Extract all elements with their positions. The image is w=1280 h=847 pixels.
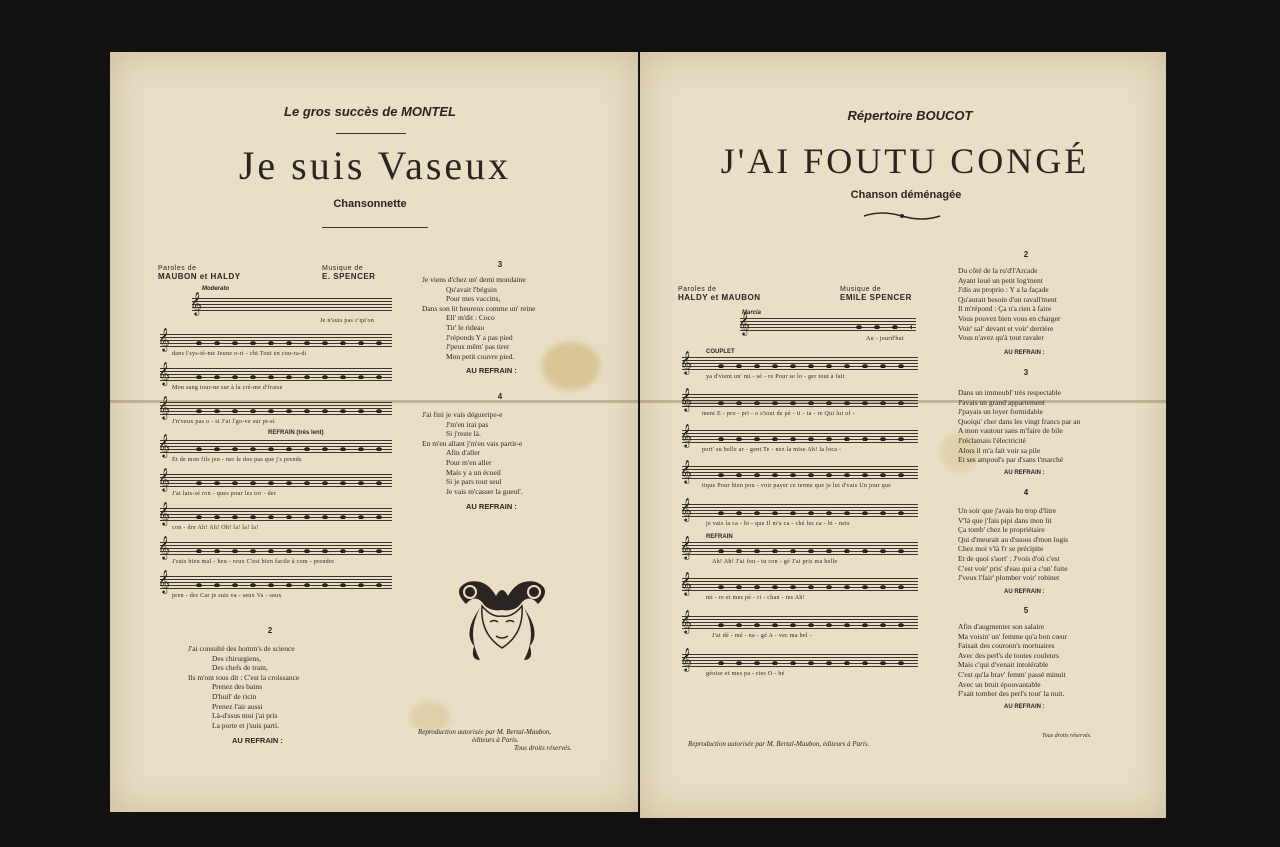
music-staff <box>682 430 918 444</box>
composer-credit: Musique de EMILE SPENCER <box>840 286 912 302</box>
music-lyric: je vais la ca - bi - que Il m'a ca - ché les ca - bi - nets <box>706 521 850 527</box>
verse-number: 2 <box>1023 250 1029 259</box>
lyricist-credit: Paroles de HALDY et MAUBON <box>678 286 761 302</box>
verse-4: Un soir que j'avais bu trop d'litre V'là que j'fais pipi dans mon lit Ça tomb' chez le propriétaire Qui d'meurait au d'ssous d'mon logis Chez moi v'là l'r se précipite Et de quoi s'sort' : J'vois d'où c'est C'est voir' pris' d'eau qui a c'un' fuite J'veux l'fair' plomber voir' robinet <box>958 506 1069 583</box>
left-footer: Reproduction autorisée par M. Bertal-Maubon, éditeurs à Paris. Tous droits réservés. <box>418 728 572 752</box>
music-staff <box>682 394 918 408</box>
music-lyric: ya d'vient un' mi - sè - re Pour se lo - ger tout à fait <box>706 374 845 380</box>
music-staff <box>160 334 392 348</box>
music-staff <box>160 440 392 454</box>
refrain-marking: REFRAIN (très lent) <box>268 430 324 436</box>
au-refrain-label: AU REFRAIN : <box>466 366 517 375</box>
music-staff <box>160 576 392 590</box>
verse-2: J'ai consulté des homm's de science Des chirurgiens, Des chefs de train, Ils m'ont tous dit : C'est la croissance Prenez des bains D'huil' de ricin Prenez l'air aussi Là-d'ssus moi j'ai pris La porte et j'suis parti. <box>188 644 300 730</box>
music-lyric: Mon sang tour-ne sur à la crè-me d'fraise <box>172 385 283 391</box>
ornament-divider <box>862 210 942 222</box>
music-staff <box>160 508 392 522</box>
verse-number: 5 <box>1023 606 1029 615</box>
music-staff <box>192 298 392 312</box>
verse-number: 3 <box>1023 368 1029 377</box>
composer-credit: Musique de E. SPENCER <box>322 265 376 281</box>
music-staff <box>682 616 918 630</box>
music-lyric: J'n'veux pas o - si J'ai l'go-ve sur pi-si <box>172 419 275 425</box>
music-staff <box>160 368 392 382</box>
music-lyric: Je n'suis pas c'qu'on <box>320 318 375 324</box>
verse-number: 3 <box>497 260 503 269</box>
right-song-title: J'AI FOUTU CONGÉ <box>720 141 1090 181</box>
music-staff <box>682 542 918 556</box>
music-lyric: J'suis bien mal - heu - reux C'est bien facile à com - prendre <box>172 559 335 565</box>
music-lyric: J'ai dé - mé - na - gé A - vec ma bel - <box>712 633 812 639</box>
right-song-sheet <box>640 52 1166 818</box>
right-header: Répertoire BOUCOT <box>847 108 973 123</box>
tempo-marking: Marcia <box>742 310 762 316</box>
music-lyric: Et de mon fils jeu - ner le dos pas que j's prends <box>172 457 302 463</box>
verse-3: Je viens d'chez un' demi mondaine Qu'avait l'béguin Pour mes vaccins, Dans son lit heureux comme un' reine Ell' m'dit : Coco Tir' le rideau J'réponds Y a pas pied J'peux mêm' pas tirer Mon petit couvre pied. <box>422 275 536 361</box>
verse-number: 2 <box>267 626 273 635</box>
music-staff <box>682 654 918 668</box>
music-lyric: pren - dre Car je suis va - seux Va - seux <box>172 593 282 599</box>
au-refrain-label: AU REFRAIN : <box>232 736 283 745</box>
refrain-marking: REFRAIN <box>706 534 733 540</box>
music-lyric: mi - re et mes pé - ri - chan - tes Ah! <box>706 595 806 601</box>
lyricist-credit: Paroles de MAUBON et HALDY <box>158 265 241 281</box>
verse-5: Afin d'augmenter son salaire Ma voisin' un' femme qu'a bon cœur Faisait des couronn's mortuaires Avec des perl's de toutes couleurs Mais c'qui d'venait intolérable C'est qu'la brav' femm' passé minuit Avec un bruit épouvantable F'sait tomber des perl's tout' la nuit. <box>958 622 1068 699</box>
music-lyric: con - dre Ah! Ah! Oh! la! la! la! <box>172 525 259 531</box>
verse-2: Du côté de la ru'd'l'Arcade Ayant loué un petit log'ment J'dis au proprio : Y a la façade Qu'aurait besoin d'un ravall'ment Il m'répond : Ça n'a rien à faire Vous pouvez bien vous en charger Voir' sal' devant et voir' derrière Vous n'avez qu'à tout ravaler <box>958 266 1061 343</box>
au-refrain-label: AU REFRAIN : <box>1004 470 1045 476</box>
music-staff <box>160 542 392 556</box>
au-refrain-label: AU REFRAIN : <box>1004 350 1045 356</box>
music-staff <box>160 402 392 416</box>
verse-4: J'ai fini je vais dégueripe-e J'm'en irai pas Si j'reste là. En m'en allant j'm'en vais partir-e Afin d'aller Pour m'en aller Mais y a un écueil Si je pars tout seul Je vais m'casser la gueul'. <box>422 410 523 496</box>
divider <box>322 227 428 228</box>
music-staff <box>682 504 918 518</box>
au-refrain-label: AU REFRAIN : <box>1004 704 1045 710</box>
music-lyric: Au - jourd'hui <box>866 336 904 342</box>
left-song-subtitle: Chansonnette <box>333 198 407 210</box>
right-footer-rights: Tous droits réservés. <box>1042 733 1092 739</box>
couplet-marking: COUPLET <box>706 349 735 355</box>
music-staff <box>682 466 918 480</box>
au-refrain-label: AU REFRAIN : <box>1004 589 1045 595</box>
right-song-subtitle: Chanson déménagée <box>850 189 962 201</box>
music-lyric: géoise et mes pa - ries O - bé <box>706 671 785 677</box>
divider <box>336 133 406 134</box>
woman-illustration <box>446 574 558 670</box>
music-staff <box>740 318 916 332</box>
music-lyric: tique Pour bien pou - voir payer ce terme que je lui d'vais Un jour que <box>702 483 892 489</box>
paper-stain <box>542 342 600 390</box>
music-lyric: ment E - pro - pri - o s'tout de pé - ti - ta - re Qui lui of - <box>702 411 855 417</box>
music-lyric: Ah! Ah! J'ai fou - tu con - gé J'ai pris ma belle <box>712 559 838 565</box>
left-header: Le gros succès de MONTEL <box>284 104 456 119</box>
verse-number: 4 <box>497 392 503 401</box>
music-lyric: dans l'sys-tè-me Jeune o-ri - chi Tout en cou-ra-di <box>172 351 307 357</box>
right-footer-credit: Reproduction autorisée par M. Bertal-Maubon, éditeurs à Paris. <box>688 740 870 748</box>
music-staff <box>682 357 918 371</box>
music-lyric: port' su belle ar - gent Te - nez la mise Ah! la loca - <box>702 447 842 453</box>
music-staff <box>682 578 918 592</box>
verse-3: Dans un immeubl' très respectable J'avais un grand appartement J'payais un loyer formidable Quoiqu' cher dans les vingt francs par an A mon vautour sans m'faire de bile J'réclamais l'électricité Alors il m'a fait voir sa pile Et ses ampoul's par d'sans l'marché <box>958 388 1081 465</box>
music-staff <box>160 474 392 488</box>
left-song-title: Je suis Vaseux <box>238 143 512 188</box>
verse-number: 4 <box>1023 488 1029 497</box>
left-song-sheet <box>110 52 638 812</box>
music-lyric: J'ai lais-sé ron - ques pour les tor - der <box>172 491 277 497</box>
tempo-marking: Moderato <box>202 286 229 292</box>
au-refrain-label: AU REFRAIN : <box>466 502 517 511</box>
